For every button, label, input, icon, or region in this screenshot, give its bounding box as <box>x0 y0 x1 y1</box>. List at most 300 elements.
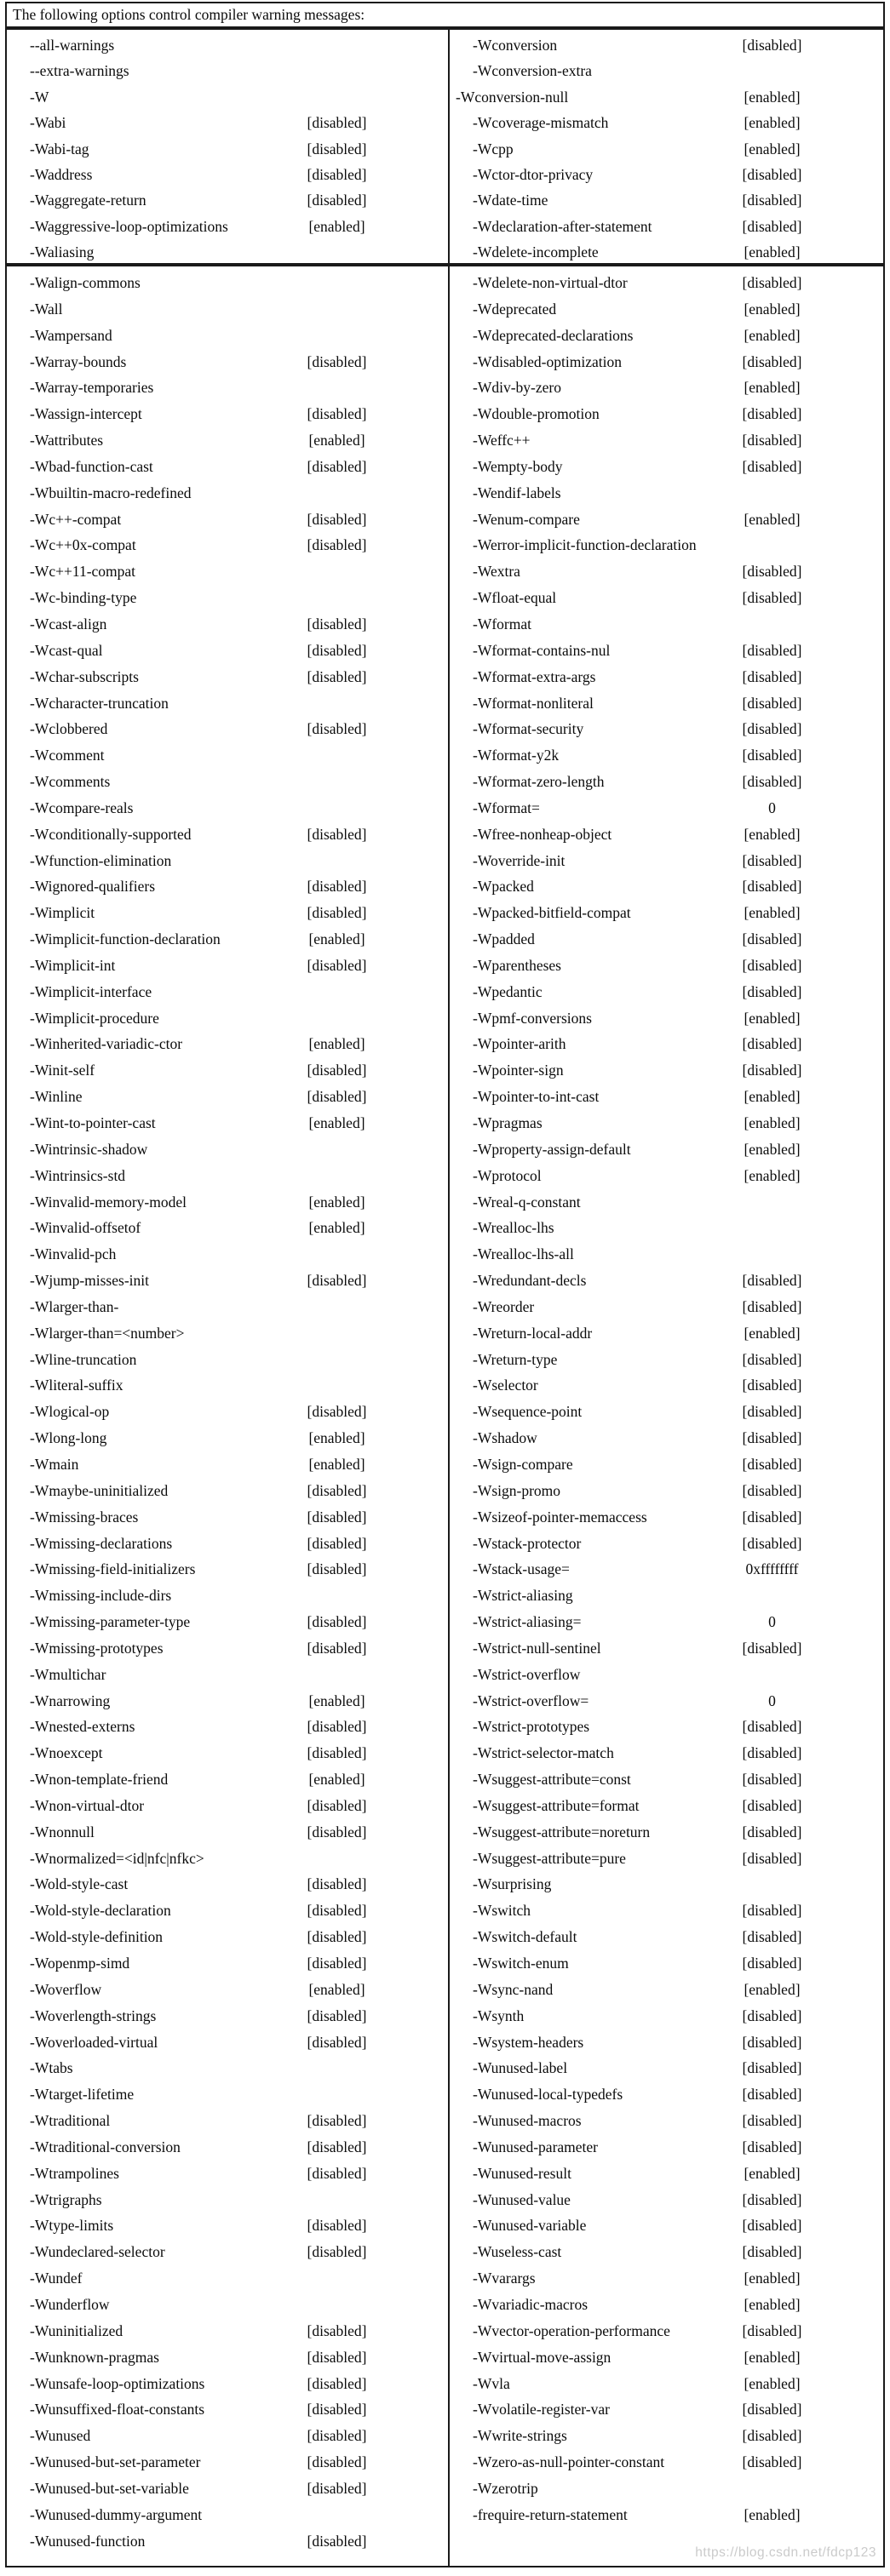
option-row <box>7 642 448 668</box>
option-row <box>450 589 883 615</box>
option-row <box>450 458 883 484</box>
option-flag: --all-warnings <box>30 37 115 54</box>
option-row <box>7 1666 448 1692</box>
option-flag: -Wunderflow <box>30 2295 110 2313</box>
option-status: [disabled] <box>307 1902 367 1920</box>
option-status: [disabled] <box>742 1823 802 1840</box>
option-row <box>7 2480 448 2506</box>
option-flag: -Wbad-function-cast <box>30 457 153 475</box>
option-flag: -Wzero-as-null-pointer-constant <box>473 2453 665 2471</box>
option-flag: -Wprotocol <box>473 1166 542 1184</box>
option-flag: -Wnarrowing <box>30 1692 111 1709</box>
option-row <box>7 2165 448 2191</box>
option-row <box>7 1535 448 1561</box>
option-status: [disabled] <box>307 192 367 209</box>
option-row <box>450 1640 883 1666</box>
option-row <box>7 2086 448 2112</box>
option-row <box>7 2112 448 2138</box>
options-table-main <box>5 265 885 2567</box>
option-row <box>450 2191 883 2218</box>
option-row <box>450 2296 883 2322</box>
option-flag: -Woverloaded-virtual <box>30 2033 158 2051</box>
option-status: [disabled] <box>307 2374 367 2392</box>
option-flag: -Wignored-qualifiers <box>30 878 156 896</box>
option-row <box>450 1403 883 1429</box>
option-status: [disabled] <box>742 2033 802 2051</box>
option-row <box>7 1875 448 1902</box>
option-row <box>7 1718 448 1744</box>
option-flag: -Wstrict-overflow <box>473 1665 581 1683</box>
option-flag: -Wfunction-elimination <box>30 851 172 869</box>
option-flag: -Wsizeof-pointer-memaccess <box>473 1508 647 1526</box>
option-status: [enabled] <box>744 2348 801 2366</box>
option-flag: -Wcomment <box>30 747 105 764</box>
option-row <box>7 1272 448 1298</box>
option-row <box>7 1797 448 1823</box>
option-flag: -Wtraditional-conversion <box>30 2138 181 2155</box>
option-flag: -Wc-binding-type <box>30 589 137 607</box>
option-status: [disabled] <box>307 1403 367 1421</box>
option-status: [disabled] <box>742 1350 802 1368</box>
option-flag: -Wsuggest-attribute=const <box>473 1771 631 1789</box>
option-flag: --extra-warnings <box>30 62 129 80</box>
option-flag: -Wdouble-promotion <box>473 405 600 423</box>
option-flag: -Wsign-promo <box>473 1481 561 1499</box>
option-flag: -Wcpp <box>473 140 514 157</box>
option-flag: -Wzerotrip <box>473 2479 538 2497</box>
option-flag: -Wunused-value <box>473 2190 571 2208</box>
option-flag: -Wselector <box>473 1377 538 1394</box>
option-status: [disabled] <box>307 1062 367 1079</box>
option-row <box>7 1351 448 1377</box>
options-table-top <box>5 28 885 265</box>
option-status: [disabled] <box>307 1823 367 1840</box>
option-row <box>7 2322 448 2349</box>
option-row <box>450 615 883 642</box>
option-status: [disabled] <box>307 2479 367 2497</box>
option-status: [disabled] <box>307 1955 367 1972</box>
option-status: [disabled] <box>742 405 802 423</box>
option-flag: -Wdiv-by-zero <box>473 379 561 397</box>
option-status: [disabled] <box>742 2453 802 2471</box>
option-row <box>450 89 883 114</box>
option-row <box>450 720 883 747</box>
option-status: [disabled] <box>742 878 802 896</box>
option-flag: -Winvalid-memory-model <box>30 1193 187 1211</box>
option-flag: -Wstack-protector <box>473 1534 582 1552</box>
option-row <box>450 1482 883 1508</box>
option-flag: -Wtabs <box>30 2059 73 2077</box>
option-flag: -Wfloat-equal <box>473 589 557 607</box>
option-flag: -Wdeclaration-after-statement <box>473 217 652 235</box>
option-status: [disabled] <box>307 2138 367 2155</box>
option-status: [enabled] <box>308 1193 365 1211</box>
option-row <box>7 1955 448 1981</box>
option-flag: -Wlong-long <box>30 1429 107 1447</box>
option-flag: -Wformat-security <box>473 720 584 738</box>
option-row <box>450 140 883 166</box>
option-flag: -Wabi <box>30 114 66 132</box>
option-flag: -Wunsafe-loop-optimizations <box>30 2374 205 2392</box>
option-row <box>7 327 448 353</box>
option-flag: -Wmissing-parameter-type <box>30 1613 191 1631</box>
option-flag: -Wundeclared-selector <box>30 2243 165 2261</box>
option-flag: -Wstrict-null-sentinel <box>473 1639 601 1657</box>
option-row <box>7 192 448 217</box>
option-flag: -Wold-style-declaration <box>30 1902 171 1920</box>
option-row <box>450 1219 883 1245</box>
option-status: [disabled] <box>307 1744 367 1762</box>
option-row <box>450 1850 883 1876</box>
option-flag: -Wformat-nonliteral <box>473 694 594 712</box>
option-row <box>7 243 448 263</box>
option-flag: -Wimplicit-interface <box>30 982 152 1000</box>
option-row <box>450 1718 883 1744</box>
option-status: [disabled] <box>742 747 802 764</box>
option-row <box>450 1062 883 1088</box>
option-flag: -Wcharacter-truncation <box>30 694 169 712</box>
option-status: [disabled] <box>742 589 802 607</box>
option-row <box>450 379 883 405</box>
option-row <box>450 1325 883 1351</box>
option-status: [disabled] <box>307 536 367 554</box>
option-row <box>450 2165 883 2191</box>
option-flag: -Wliteral-suffix <box>30 1377 123 1394</box>
option-flag: -Wreturn-local-addr <box>473 1324 593 1342</box>
option-flag: -Wstrict-overflow= <box>473 1692 589 1709</box>
option-status: [disabled] <box>742 563 802 581</box>
option-status: [disabled] <box>307 2217 367 2235</box>
option-flag: -Wdeprecated <box>473 300 557 318</box>
option-status: [disabled] <box>307 1272 367 1290</box>
option-status: [enabled] <box>308 217 365 235</box>
option-row <box>7 1141 448 1167</box>
option-row <box>450 218 883 243</box>
options-column-main-right <box>448 266 883 2566</box>
option-flag: -Wnested-externs <box>30 1718 135 1736</box>
option-status: [disabled] <box>742 2321 802 2339</box>
option-row <box>7 1981 448 2007</box>
option-row <box>7 2506 448 2533</box>
option-row <box>450 166 883 192</box>
option-row <box>7 615 448 642</box>
option-row <box>7 799 448 826</box>
option-flag: -Wsystem-headers <box>473 2033 584 2051</box>
option-row <box>450 773 883 799</box>
option-status: [disabled] <box>742 192 802 209</box>
option-flag: -Wformat-zero-length <box>473 773 605 791</box>
option-flag: -Wmaybe-uninitialized <box>30 1481 169 1499</box>
option-flag: -Wformat-contains-nul <box>473 641 611 659</box>
option-status: [enabled] <box>308 1219 365 1237</box>
option-row <box>7 62 448 88</box>
options-column-top-right <box>448 30 883 263</box>
option-row <box>7 2349 448 2375</box>
option-row <box>450 114 883 140</box>
option-status: [enabled] <box>308 1455 365 1473</box>
option-status: [disabled] <box>307 2532 367 2550</box>
option-flag: -Wproperty-assign-default <box>473 1140 631 1158</box>
option-row <box>7 2375 448 2401</box>
option-flag: -Wunused-macros <box>473 2112 582 2130</box>
option-flag: -Wimplicit-procedure <box>30 1009 159 1027</box>
option-row <box>7 1219 448 1245</box>
option-status: [disabled] <box>307 1481 367 1499</box>
option-flag: -Wreorder <box>473 1297 535 1315</box>
option-flag: -Wunused-local-typedefs <box>473 2086 623 2104</box>
option-row <box>450 1771 883 1797</box>
option-status: [enabled] <box>744 1980 801 1998</box>
option-flag: -Wsuggest-attribute=pure <box>473 1849 626 1867</box>
option-flag: -Wreturn-type <box>473 1350 558 1368</box>
option-row <box>7 1167 448 1194</box>
option-status: [disabled] <box>742 2138 802 2155</box>
option-row <box>7 668 448 695</box>
option-row <box>7 2533 448 2559</box>
option-status: [enabled] <box>744 904 801 922</box>
option-flag: -Wunsuffixed-float-constants <box>30 2401 205 2419</box>
option-row <box>7 89 448 114</box>
option-row <box>450 1010 883 1036</box>
option-row <box>7 1587 448 1613</box>
option-flag: -Wshadow <box>473 1429 537 1447</box>
option-row <box>7 484 448 511</box>
option-status: [disabled] <box>307 2112 367 2130</box>
option-status: [enabled] <box>744 300 801 318</box>
option-status: [disabled] <box>307 165 367 183</box>
option-status: [disabled] <box>742 1377 802 1394</box>
option-flag: -Wmissing-declarations <box>30 1534 173 1552</box>
option-row <box>7 1850 448 1876</box>
option-row <box>450 2322 883 2349</box>
option-row <box>7 878 448 904</box>
option-status: [disabled] <box>742 2112 802 2130</box>
option-row <box>450 695 883 721</box>
option-flag: -Wenum-compare <box>473 510 580 528</box>
option-flag: -Wstrict-aliasing <box>473 1587 573 1605</box>
option-status: [disabled] <box>742 2217 802 2235</box>
option-status: [disabled] <box>307 457 367 475</box>
option-status: [disabled] <box>742 1429 802 1447</box>
option-row <box>450 1692 883 1719</box>
option-row <box>7 1613 448 1640</box>
option-status: [disabled] <box>307 878 367 896</box>
option-status: [enabled] <box>308 432 365 449</box>
option-flag: -Wattributes <box>30 432 104 449</box>
option-row <box>450 1035 883 1062</box>
option-flag: -Wpedantic <box>473 982 543 1000</box>
option-row <box>450 2217 883 2243</box>
option-row <box>7 1771 448 1797</box>
option-flag: -Wc++11-compat <box>30 563 136 581</box>
option-flag: -Wintrinsics-std <box>30 1166 126 1184</box>
option-status: [disabled] <box>742 217 802 235</box>
option-row <box>450 1429 883 1456</box>
option-row <box>7 2401 448 2427</box>
option-row <box>450 2270 883 2296</box>
option-flag: -Wmissing-prototypes <box>30 1639 164 1657</box>
page-title: The following options control compiler warning messages: <box>5 2 885 28</box>
option-status: [disabled] <box>742 1035 802 1053</box>
option-status: [disabled] <box>742 956 802 974</box>
option-row <box>450 668 883 695</box>
option-status: 0 <box>768 1692 776 1709</box>
option-status: [enabled] <box>744 2270 801 2287</box>
option-flag: -Wnormalized=<id|nfc|nfkc> <box>30 1849 204 1867</box>
option-row <box>7 2191 448 2218</box>
option-row <box>7 353 448 380</box>
option-row <box>7 2427 448 2453</box>
option-row <box>450 2427 883 2453</box>
option-flag: -Wstrict-selector-match <box>473 1744 614 1762</box>
option-flag: -Wformat-extra-args <box>473 667 596 685</box>
option-status: [enabled] <box>744 2295 801 2313</box>
option-flag: -Wc++-compat <box>30 510 122 528</box>
option-flag: -Wfree-nonheap-object <box>473 825 612 843</box>
option-status: [enabled] <box>308 930 365 948</box>
option-flag: -Wrealloc-lhs-all <box>473 1245 574 1263</box>
option-flag: -Warray-temporaries <box>30 379 154 397</box>
option-flag: -Wcast-qual <box>30 641 103 659</box>
option-status: [disabled] <box>742 930 802 948</box>
option-flag: -Wbuiltin-macro-redefined <box>30 484 192 501</box>
option-flag: -Woverride-init <box>473 851 566 869</box>
option-flag: -Wint-to-pointer-cast <box>30 1114 156 1131</box>
option-flag: -Wdelete-non-virtual-dtor <box>473 274 628 291</box>
option-row <box>7 1508 448 1535</box>
option-row <box>450 2375 883 2401</box>
option-flag: -Wold-style-definition <box>30 1928 164 1946</box>
option-row <box>450 243 883 263</box>
option-flag: -Wextra <box>473 563 520 581</box>
option-flag: -Wwrite-strings <box>473 2427 567 2445</box>
option-row <box>450 852 883 879</box>
option-status: [disabled] <box>307 2033 367 2051</box>
option-row <box>450 1823 883 1850</box>
option-status: [disabled] <box>742 274 802 291</box>
option-flag: -Wvla <box>473 2374 510 2392</box>
option-status: [disabled] <box>307 2453 367 2471</box>
option-flag: -Waliasing <box>30 243 95 261</box>
option-row <box>450 327 883 353</box>
option-flag: -Wunused <box>30 2427 91 2445</box>
option-flag: -Wmissing-field-initializers <box>30 1560 196 1578</box>
option-row <box>7 1560 448 1587</box>
option-row <box>7 274 448 301</box>
option-flag: -Wunused-function <box>30 2532 146 2550</box>
option-flag: -Wpadded <box>473 930 535 948</box>
option-flag: -Wvariadic-macros <box>473 2295 589 2313</box>
option-row <box>450 2243 883 2270</box>
option-flag: -Wconversion-null <box>456 88 569 106</box>
option-flag: -Wtype-limits <box>30 2217 114 2235</box>
option-flag: -Wc++0x-compat <box>30 536 136 554</box>
option-flag: -Wassign-intercept <box>30 405 142 423</box>
option-flag: -Wimplicit <box>30 904 95 922</box>
option-status: [disabled] <box>307 1875 367 1893</box>
option-status: [enabled] <box>744 114 801 132</box>
option-flag: -Werror-implicit-function-declaration <box>473 536 697 554</box>
option-status: [disabled] <box>307 1613 367 1631</box>
option-flag: -Winvalid-pch <box>30 1245 117 1263</box>
option-status: [enabled] <box>308 1771 365 1789</box>
option-status: [enabled] <box>308 1429 365 1447</box>
option-status: [disabled] <box>742 2006 802 2024</box>
option-row <box>450 2349 883 2375</box>
option-row <box>7 1482 448 1508</box>
option-flag: -Wdisabled-optimization <box>473 352 622 370</box>
option-row <box>7 1010 448 1036</box>
option-status: [disabled] <box>742 851 802 869</box>
option-status: [disabled] <box>742 1902 802 1920</box>
option-flag: -Wendif-labels <box>473 484 561 501</box>
option-row <box>450 1245 883 1272</box>
option-status: [disabled] <box>742 432 802 449</box>
option-flag: -Wunused-dummy-argument <box>30 2505 203 2523</box>
option-flag: -Wlarger-than=<number> <box>30 1324 185 1342</box>
option-row <box>450 1587 883 1613</box>
option-status: [disabled] <box>742 982 802 1000</box>
option-status: [disabled] <box>307 667 367 685</box>
option-flag: -Wsign-compare <box>473 1455 573 1473</box>
option-flag: -Wnon-virtual-dtor <box>30 1796 145 1814</box>
compiler-warnings-page <box>5 2 885 2567</box>
option-status: [disabled] <box>742 1455 802 1473</box>
option-flag: -Wparentheses <box>473 956 561 974</box>
option-status: [disabled] <box>742 2190 802 2208</box>
option-status: [disabled] <box>742 1403 802 1421</box>
option-flag: -Wreal-q-constant <box>473 1193 581 1211</box>
option-flag: -Wabi-tag <box>30 140 89 157</box>
option-flag: -Wuninitialized <box>30 2321 123 2339</box>
option-status: [disabled] <box>742 1718 802 1736</box>
option-row <box>7 2243 448 2270</box>
option-row <box>7 983 448 1010</box>
option-status: [disabled] <box>742 1928 802 1946</box>
option-status: [disabled] <box>307 140 367 157</box>
option-flag: -Wtarget-lifetime <box>30 2086 135 2104</box>
option-status: [enabled] <box>744 2164 801 2182</box>
option-flag: -Wampersand <box>30 326 112 344</box>
option-status: [disabled] <box>742 667 802 685</box>
option-flag: -Wpacked-bitfield-compat <box>473 904 631 922</box>
option-flag: -Waggregate-return <box>30 192 146 209</box>
option-row <box>7 1298 448 1325</box>
option-row <box>7 1928 448 1955</box>
option-status: [disabled] <box>742 1481 802 1499</box>
option-flag: -Wpointer-arith <box>473 1035 566 1053</box>
option-row <box>450 1088 883 1114</box>
option-status: [enabled] <box>308 1980 365 1998</box>
option-flag: -Wcomments <box>30 773 111 791</box>
option-row <box>450 511 883 537</box>
option-row <box>450 1114 883 1141</box>
option-row <box>450 957 883 983</box>
option-row <box>450 2401 883 2427</box>
option-status: [disabled] <box>307 956 367 974</box>
option-status: [disabled] <box>742 165 802 183</box>
option-row <box>450 1560 883 1587</box>
option-row <box>450 1535 883 1561</box>
option-flag: -Weffc++ <box>473 432 531 449</box>
option-status: [disabled] <box>742 352 802 370</box>
option-flag: -Wclobbered <box>30 720 108 738</box>
option-flag: -Wconversion-extra <box>473 62 592 80</box>
option-flag: -Wlarger-than- <box>30 1297 119 1315</box>
option-status: [disabled] <box>307 825 367 843</box>
option-status: [disabled] <box>742 773 802 791</box>
option-flag: -Wunused-but-set-parameter <box>30 2453 201 2471</box>
